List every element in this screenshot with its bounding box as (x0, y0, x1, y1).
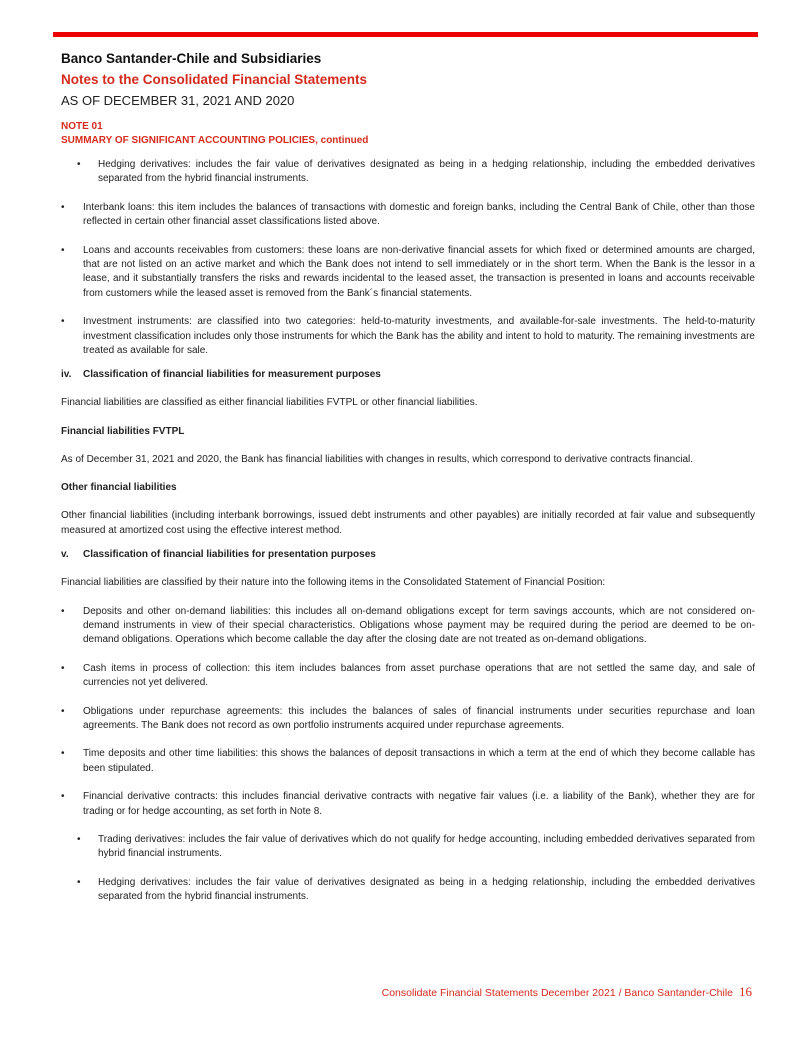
list-item-text: Loans and accounts receivables from customers: these loans are non-derivative financial assets for which fixed or determined amounts are charged, that are not listed on an active market and which the Bank does not intend to sell immediately or in the short term. When the Bank is the lessor in a lease, and it substantially transfers the risks and rewards incidental to the leased asset, the transaction is presented in loans and accounts receivable from customers while the leased asset is removed from the Bank´s financial statements. (83, 244, 755, 299)
header-rule (53, 32, 758, 37)
list-item (61, 705, 755, 734)
bullet-icon: • (61, 244, 65, 256)
list-item (61, 605, 755, 648)
bullet-icon: • (61, 201, 65, 213)
bullet-icon: • (77, 876, 81, 888)
paragraph: Other financial liabilities (including interbank borrowings, issued debt instruments and other payables) are initially recorded at fair value and subsequently measured at amortized cost using the effective interest method. (61, 510, 755, 536)
note-number: NOTE 01 (61, 121, 103, 132)
list-item-text: Financial derivative contracts: this includes financial derivative contracts with negative fair values (i.e. a liability of the Bank), whether they are for trading or for hedge accounting, as set forth in Note 8. (83, 791, 755, 817)
document-subtitle: Notes to the Consolidated Financial Statements (61, 72, 368, 87)
subheading-fvtpl: Financial liabilities FVTPL (61, 425, 185, 437)
paragraph: Financial liabilities are classified by their nature into the following items in the Consolidated Statement of Financial Position: (61, 577, 606, 589)
list-item-text: Hedging derivatives: includes the fair value of derivatives designated as being in a hedging relationship, including the embedded derivatives separated from the hybrid financial instruments. (98, 159, 755, 185)
list-item (61, 158, 755, 187)
note-title: SUMMARY OF SIGNIFICANT ACCOUNTING POLICIES, continued (61, 135, 369, 146)
bullet-icon: • (61, 605, 65, 617)
list-item (61, 876, 755, 905)
bullet-icon: • (77, 159, 81, 170)
bullet-icon: • (77, 833, 81, 845)
bullet-icon: • (61, 705, 65, 717)
list-item-text: Cash items in process of collection: this item includes balances from asset purchase operations that are not settled the same day, and sale of currencies not yet delivered. (83, 662, 755, 689)
list-item-text: Investment instruments: are classified into two categories: held-to-maturity investments, and available-for-sale investments. The held-to-maturity investment classification includes only those instruments for which the Bank has the ability and intent to hold to maturity. The remaining investments are treated as available for sale. (83, 316, 755, 357)
company-name: Banco Santander-Chile and Subsidiaries (61, 51, 322, 66)
page-body (61, 50, 755, 905)
list-item-text: Trading derivatives: includes the fair value of derivatives which do not qualify for hedge accounting, including embedded derivatives separated from hybrid financial instruments. (98, 833, 755, 860)
list-item-text: Obligations under repurchase agreements: this includes the balances of sales of financial instruments under securities repurchase and loan agreements. The Bank does not record as own portfolio instruments acquired under repurchase agreements. (83, 705, 755, 731)
list-item (61, 244, 755, 302)
subheading-other: Other financial liabilities (61, 482, 177, 494)
section-number: v. (61, 549, 69, 561)
list-item (61, 315, 755, 358)
paragraph: As of December 31, 2021 and 2020, the Bank has financial liabilities with changes in results, which correspond to derivative contracts financial. (61, 453, 694, 465)
page-number: 16 (739, 984, 752, 999)
list-item-text: Time deposits and other time liabilities: this shows the balances of deposit transactions in which a term at the end of which they become callable has been stipulated. (83, 748, 755, 774)
bullet-icon: • (61, 748, 65, 760)
list-item (61, 747, 755, 776)
list-item (61, 833, 755, 862)
list-item-text: Deposits and other on-demand liabilities: this includes all on-demand obligations except for term savings accounts, which are not considered on-demand instruments in view of their special characteristics. Obligations whose payment may be required during the period are deemed to be on-demand obligations. Operations which become callable the day after the closing date are not treated as on-demand obligations. (83, 605, 755, 646)
bullet-icon: • (61, 316, 65, 328)
section-number: iv. (61, 369, 72, 381)
report-date: AS OF DECEMBER 31, 2021 AND 2020 (61, 93, 295, 108)
bullet-icon: • (61, 662, 65, 674)
section-heading-iv (61, 368, 755, 382)
bullet-icon: • (61, 791, 65, 803)
list-item (61, 790, 755, 819)
section-title: Classification of financial liabilities for measurement purposes (83, 369, 381, 381)
list-item-text: Hedging derivatives: includes the fair value of derivatives designated as being in a hedging relationship, including the embedded derivatives separated from the hybrid financial instruments. (98, 876, 755, 903)
section-heading-v (61, 548, 755, 562)
paragraph: Financial liabilities are classified as either financial liabilities FVTPL or other financial liabilities. (61, 397, 478, 409)
list-item-text: Interbank loans: this item includes the balances of transactions with domestic and foreign banks, including the Central Bank of Chile, other than those reflected in certain other financial asset classifications listed above. (83, 201, 755, 228)
footer-text: Consolidate Financial Statements December 2021 / Banco Santander-Chile (381, 987, 733, 999)
list-item (61, 201, 755, 230)
page-footer (382, 984, 752, 1000)
section-title: Classification of financial liabilities for presentation purposes (83, 549, 376, 561)
list-item (61, 662, 755, 691)
